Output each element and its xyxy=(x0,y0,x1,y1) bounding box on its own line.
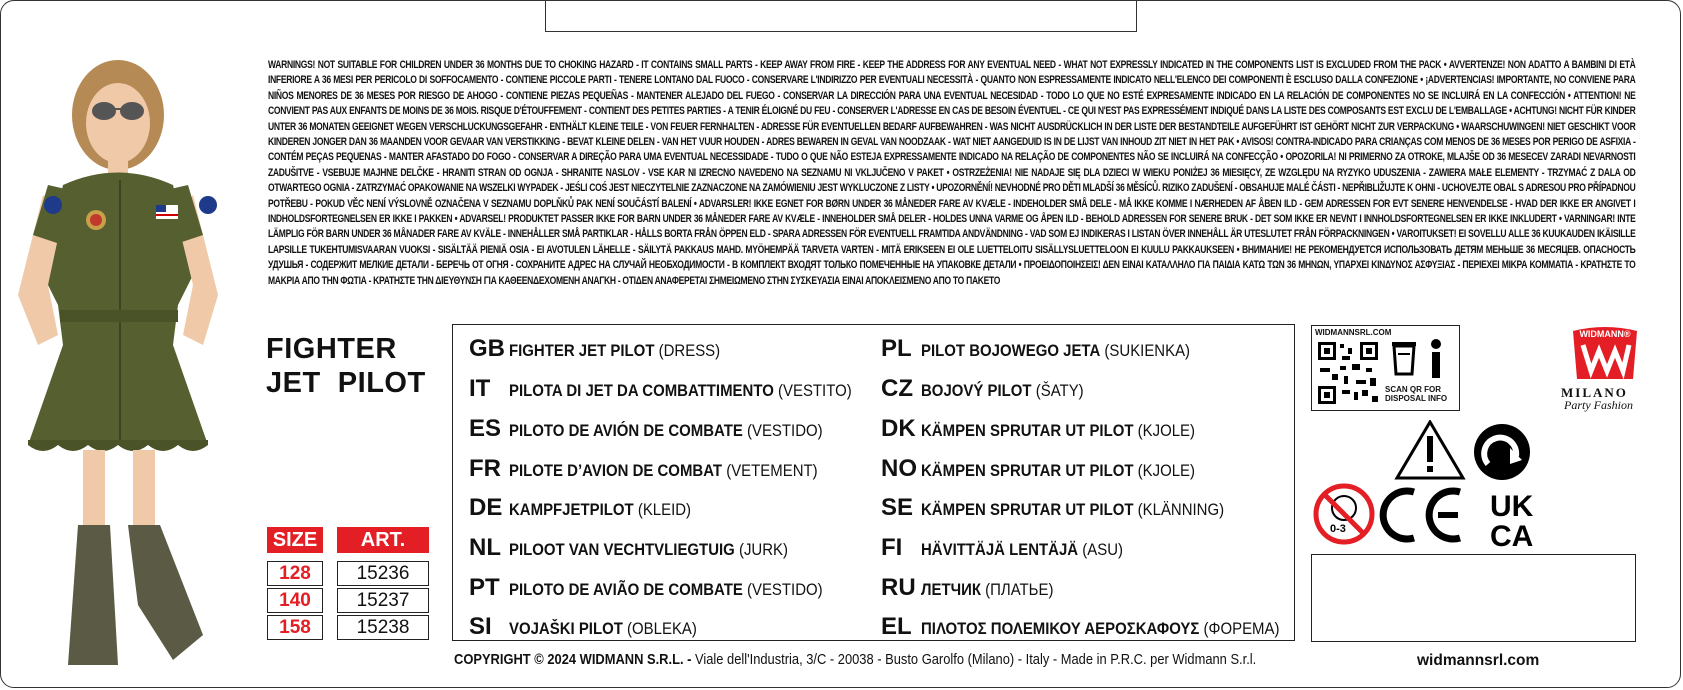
language-row xyxy=(881,455,1232,483)
costume-item: (SUKIENKA) xyxy=(1104,341,1191,360)
costume-item: (JURK) xyxy=(738,540,789,559)
language-code: DK xyxy=(881,415,916,442)
language-code: CZ xyxy=(881,375,913,402)
widmann-logo-icon xyxy=(1563,323,1647,385)
article-cell: 15237 xyxy=(337,588,429,613)
product-title-line2: JET PILOT xyxy=(266,367,426,399)
ukca-bottom: CA xyxy=(1490,520,1534,550)
costume-item: (ŠATY) xyxy=(1035,381,1084,400)
costume-item: (KJOLE) xyxy=(1137,421,1196,440)
article-cell: 15236 xyxy=(337,561,429,586)
costume-item: (KLÄNNING) xyxy=(1137,500,1225,519)
costume-item: (DRESS) xyxy=(658,341,721,360)
costume-item: (VESTIDO) xyxy=(746,421,823,440)
costume-item: (ΦΟΡΕΜΑ) xyxy=(1203,619,1280,638)
costume-name: PILOTE D’AVION DE COMBAT xyxy=(509,461,723,480)
language-code: EL xyxy=(881,613,912,640)
costume-name: PILOTA DI JET DA COMBATTIMENTO xyxy=(509,381,774,400)
language-names-box xyxy=(452,324,1295,641)
ukca-top: UK xyxy=(1490,490,1534,523)
language-row xyxy=(881,335,1227,363)
copyright-address: Viale dell'Industria, 3/C - 20038 - Busto Garolfo (Milano) - Italy - Made in P.R.C. per Widmann S.r.l. xyxy=(691,651,1257,668)
language-row xyxy=(881,375,1106,403)
language-code: FI xyxy=(881,534,903,561)
size-header: SIZE xyxy=(267,527,323,553)
language-code: PL xyxy=(881,335,912,362)
size-cell: 158 xyxy=(267,615,323,640)
disposal-bin-icon xyxy=(1384,334,1456,384)
product-title-line1: FIGHTER xyxy=(266,333,397,365)
costume-name: KÄMPEN SPRUTAR UT PILOT xyxy=(921,461,1134,480)
costume-name: BOJOVÝ PILOT xyxy=(921,381,1032,400)
copyright-line xyxy=(454,651,1256,668)
language-row xyxy=(881,494,1265,522)
widmann-logo xyxy=(1559,323,1651,413)
language-code: SE xyxy=(881,494,914,521)
costume-name: PILOTO DE AVIÃO DE COMBATE xyxy=(509,580,743,599)
article-header: ART. xyxy=(337,527,429,553)
costume-item: (OBLEKA) xyxy=(627,619,697,638)
language-code: GB xyxy=(469,335,505,362)
language-code: ES xyxy=(469,415,502,442)
costume-item: (ПЛАТЬЕ) xyxy=(985,580,1054,599)
language-code: SI xyxy=(469,613,492,640)
language-code: IT xyxy=(469,375,491,402)
language-row xyxy=(469,613,723,641)
age-warning-icon xyxy=(1316,486,1372,542)
language-row xyxy=(469,335,749,363)
costume-item: (KLEID) xyxy=(637,500,692,519)
size-cell: 128 xyxy=(267,561,323,586)
language-code: RU xyxy=(881,574,916,601)
article-cell: 15238 xyxy=(337,615,429,640)
costume-item: (VESTIDO) xyxy=(746,580,823,599)
age-warning-text: 0-3 xyxy=(1330,523,1346,535)
costume-item: (KJOLE) xyxy=(1137,461,1196,480)
language-row xyxy=(881,534,1151,562)
svg-text:WIDMANN®: WIDMANN® xyxy=(1579,329,1631,339)
costume-name: VOJAŠKI PILOT xyxy=(509,619,623,638)
copyright-bold: COPYRIGHT © 2024 WIDMANN S.R.L. - xyxy=(454,651,692,668)
language-row xyxy=(469,415,865,443)
costume-item: (VESTITO) xyxy=(778,381,852,400)
language-row xyxy=(469,574,865,602)
language-code: NL xyxy=(469,534,501,561)
language-code: DE xyxy=(469,494,503,521)
ukca-mark-icon xyxy=(1490,490,1534,550)
ce-mark-icon xyxy=(1383,491,1460,539)
language-row xyxy=(469,534,826,562)
scan-qr-text: SCAN QR FOR DISPOSAL INFO xyxy=(1385,385,1448,403)
language-code: FR xyxy=(469,455,501,482)
compliance-symbols xyxy=(1312,420,1562,550)
language-row xyxy=(881,415,1232,443)
costume-item: (VETEMENT) xyxy=(726,461,818,480)
costume-name: PILOOT VAN VECHTVLIEGTUIG xyxy=(509,540,735,559)
recycle-icon xyxy=(1474,424,1530,480)
costume-name: PILOTO DE AVIÓN DE COMBATE xyxy=(509,421,743,440)
costume-name: KAMPFJETPILOT xyxy=(509,500,634,519)
top-label-box xyxy=(545,0,1137,32)
costume-item: (ASU) xyxy=(1082,540,1123,559)
qr-label: WIDMANNSRL.COM xyxy=(1315,328,1392,337)
language-row xyxy=(469,455,860,483)
language-row xyxy=(469,375,898,403)
brand-tagline: Party Fashion xyxy=(1564,398,1633,412)
safety-warnings-text: WARNINGS! NOT SUITABLE FOR CHILDREN UNDER 36 MONTHS DUE TO CHOKING HAZARD - IT CONTAINS SMALL PARTS - KEEP AWAY FROM FIRE - KEEP THE ADDRESS FOR ANY EVENTUAL NEED - WHAT NOT EXPRESSLY INDICATED IN THE COMPONENTS LIST IS EXCLUDED FROM THE PACK • AVVERTENZE! NON ADATTO A BAMBINI DI ETÀ INFERIORE A 36 MESI PER PERICOLO DI SOFFOCAMENTO - CONTIENE PICCOLE PARTI - TENERE LONTANO DAL FUOCO - CONSERVARE L'INDIRIZZO PER EVENTUALI NECESSITÀ - QUANTO NON ESPRESSAMENTE INDICATO NELL'ELENCO DEI COMPONENTI È ESCLUSO DALLA CONFEZIONE • ¡ADVERTENCIAS! IMPORTANTE, NO CONVIENE PARA NIÑOS MENORES DE 36 MESES POR RIESGO DE AHOGO - CONTIENE PIEZAS PEQUEÑAS - MANTENER ALEJADO DEL FUEGO - CONSERVAR LA DIRECCIÓN PARA UNA EVENTUAL NECESIDAD - TODO LO QUE NO ESTÉ EXPRESAMENTE INDICADO EN LA RELACIÓN DE COMPONENTES NO SE INCLUIRÁ EN LA CONFECCIÓN • ATTENTION! NE CONVIENT PAS AUX ENFANTS DE MOINS DE 36 MOIS. RISQUE D'ÉTOUFFEMENT - CONTIENT DES PETITES PARTIES - A TENIR ÉLOIGNÉ DU FEU - CONSERVER L'ADRESSE EN CAS DE BESOIN ÉVENTUEL - CE QUI N'EST PAS EXPRESSÉMENT INDIQUÉ DANS LA LISTE DES COMPOSANTS EST EXCLU DE L'EMBALLAGE • ACHTUNG! NICHT FÜR KINDER UNTER 36 MONATEN GEEIGNET WEGEN VERSCHLUCKUNGSGEFAHR - ENTHÄLT KLEINE TEILE - VON FEUER FERNHALTEN - ADRESSE FÜR EVENTUELLEN BEDARF AUFBEWAHREN - WAS NICHT AUSDRÜCKLICH IN DER LISTE DER BESTANDTEILE AUFGEFÜHRT IST GEHÖRT NICHT ZUR VERPACKUNG • WAARSCHUWINGEN! NIET GESCHIKT VOOR KINDEREN JONGER DAN 36 MAANDEN VOOR GEVAAR VAN VERSTIKKING - BEVAT KLEINE DELEN - VAN HET VUUR HOUDEN - ADRES BEWAREN IN GEVAL VAN NOODZAAK - WAT NIET AANGEDUID IS IN DE LIJST VAN INHOUD ZIT NIET IN HET PAK • AVISOS! CONTRA-INDICADO PARA CRIANÇAS COM MENOS DE 36 MESES POR PERIGO DE ASFIXIA - CONTÉM PEÇAS PEQUENAS - MANTER AFASTADO DO FOGO - CONSERVAR A DIREÇÃO PARA UMA EVENTUAL NECESSIDADE - TUDO O QUE NÃO ESTEJA EXPRESSAMENTE INDICADO NA RELAÇÃO DE COMPONENTES NÃO SE INCLUIRÁ NA CONFECÇÃO • OPOZORILA! NI PRIMERNO ZA OTROKE, MLAJŠE OD 36 MESECEV ZARADI NEVARNOSTI ZADUŠITVE - VSEBUJE MAJHNE DELČKE - HRANITI STRAN OD OGNJA - SHRANITE NASLOV - VSE KAR NI IZRECNO NAVEDENO NA SEZNAMU NI VKLJUČENO V PAKET • OSTRZEŻENIA! NIE NADAJE SIĘ DLA DZIECI W WIEKU PONIŻEJ 36 MIESIĘCY, ZE WZGLĘDU NA RYZYKO UDUSZENIA - ZAWIERA MAŁE ELEMENTY - TRZYMAĆ Z DALA OD OTWARTEGO OGNIA - ZATRZYMAĆ OPAKOWANIE NA WSZELKI WYPADEK - JEŚLI COŚ JEST NIECZYTELNIE ZAZNACZONE NA ZAMÓWIENIU JEST WYKLUCZONE Z LISTY • UPOZORNĚNÍ! NEVHODNÉ PRO DĚTI MLADŠÍ 36 MĚSÍCŮ. RIZIKO ZADUŠENÍ - OBSAHUJE MALÉ ČÁSTI - NEPŘIBLIŽUJTE K OHNI - UCHOVEJTE OBAL S ADRESOU PRO PŘÍPADNOU POTŘEBU - POKUD VĚC NENÍ VÝSLOVNĚ OZNAČENA V SEZNAMU DOPLŇKŮ PAK NENÍ SOUČÁSTÍ BALENÍ • ADVARSLER! IKKE EGNET FOR BØRN UNDER 36 MÅNEDER FARE AV KVÆLE - INDEHOLDER SMÅ DELE - MÅ IKKE KOMME I NÆRHEDEN AF ÅBEN ILD - GEM ADRESSEN FOR EVT SENERE HENVENDELSE - HVAD DER IKKE ER ANGIVET I INDHOLDSFORTEGNELSEN ER IKKE I PAKKEN • ADVARSEL! PRODUKTET PASSER IKKE FOR BARN UNDER 36 MÅNEDER FARE AV KVÆLE - INNEHOLDER SMÅ DELER - HOLDES UNNA VARME OG ÅPEN ILD - BEHOLD ADRESSEN FOR SENERE BRUK - DET SOM IKKE ER NEVNT I INNHOLDSFORTEGNELSEN ER IKKE INKLUDERT • VARNINGAR! INTE LÄMPLIG FÖR BARN UNDER 36 MÅNADER FARE AV KVÄLE - INNEHÅLLER SMÅ PARTIKLAR - HÅLLS BORTA FRÅN ÖPPEN ELD - SPARA ADRESSEN FÖR EVENTUELL FRAMTIDA ANDVÄNDNING - VAD SOM EJ INDIKERAS I LISTAN ÖVER INNEHÅLL ÄR UTESLUTET FRÅN FÖRPACKNINGEN • VAROITUKSET! EI SOVELLU ALLE 36 KUUKAUDEN IKÄISILLE LAPSILLE TUKEHTUMISVAARAN VUOKSI - SISÄLTÄÄ PIENIÄ OSIA - EI AVOTULEN LÄHELLE - SÄILYTÄ PAKKAUS MAHD. MYÖHEMPÄÄ TARVETA VARTEN - MITÄ ERIKSEEN EI OLE LUETTELOITU SISÄLLYSLUETTELOON EI KUULU PAKKAUKSEEN • ВНИМАНИЕ! НЕ РЕКОМЕНДУЕТСЯ ИСПОЛЬЗОВАТЬ ДЕТЯМ МЕНЬШЕ 36 МЕСЯЦЕВ. ОПАСНОСТЬ УДУШЬЯ - СОДЕРЖИТ МЕЛКИЕ ДЕТАЛИ - БЕРЕЧЬ ОТ ОГНЯ - СОХРАНИТЕ АДРЕС НА СЛУЧАЙ НЕОБХОДИМОСТИ - В КОМПЛЕКТ ВХОДЯТ ТОЛЬКО ПОМЕЧЕННЫЕ НА УПАКОВКЕ ДЕТАЛИ • ΠΡΟΕΙΔΟΠΟΙΗΣΕΙΣ! ΔΕΝ ΕΙΝΑΙ ΚΑΤΑΛΛΗΛΟ ΓΙΑ ΠΑΙΔΙΑ ΚΑΤΩ ΤΩΝ 36 ΜΗΝΩΝ, ΥΠΑΡΧΕΙ ΚΙΝΔΥΝΟΣ ΑΣΦΥΞΙΑΣ - ΠΕΡΙΕΧΕΙ ΜΙΚΡΑ ΚΟΜΜΑΤΙΑ - ΚΡΑΤΗΣΤΕ ΤΟ ΜΑΚΡΙΑ ΑΠΟ ΤΗΝ ΦΩΤΙΑ - ΚΡΑΤΗΣΤΕ ΤΗΝ ΔΙΕΥΘΥΝΣΗ ΓΙΑ ΚΑΘΕΕΝΔΕΧΟΜΕΝΗ ΑΝΑΓΚΗ - ΟΤΙΔΕΝ ΑΝΑΦΕΡΕΤΑΙ ΣΗΜΕΙΩΜΕΝΟ ΣΤΗΝ ΣΥΣΚΕΥΑΣΙΑ ΕΙΝΑΙ ΑΠΟΚΛΕΙΣΜΕΝΟ ΑΠΟ ΤΟ ΠΑΚΕΤΟ xyxy=(268,59,1636,287)
warning-triangle-icon xyxy=(1397,422,1463,478)
qr-disposal-box xyxy=(1311,325,1460,411)
costume-name: FIGHTER JET PILOT xyxy=(509,341,655,360)
costume-name: PILOT BOJOWEGO JETA xyxy=(921,341,1101,360)
language-row xyxy=(469,494,716,522)
language-row xyxy=(881,574,1072,602)
costume-name: ΠΙΛΟΤΟΣ ΠΟΛΕΜΙΚΟΥ ΑΕΡΟΣΚΑΦΟΥΣ xyxy=(921,619,1200,638)
costume-model-photo xyxy=(8,45,248,680)
size-cell: 140 xyxy=(267,588,323,613)
costume-name: KÄMPEN SPRUTAR UT PILOT xyxy=(921,421,1134,440)
brand-city: MILANO xyxy=(1561,385,1628,400)
website-link[interactable]: widmannsrl.com xyxy=(1417,652,1540,669)
language-row xyxy=(881,613,1328,641)
costume-name: ЛЕТЧИК xyxy=(921,580,982,599)
language-code: NO xyxy=(881,455,917,482)
costume-name: KÄMPEN SPRUTAR UT PILOT xyxy=(921,500,1134,519)
costume-name: HÄVITTÄJÄ LENTÄJÄ xyxy=(921,540,1079,559)
qr-code-icon[interactable] xyxy=(1316,340,1380,406)
product-title xyxy=(266,332,426,400)
language-code: PT xyxy=(469,574,500,601)
blank-label-box xyxy=(1311,554,1636,642)
